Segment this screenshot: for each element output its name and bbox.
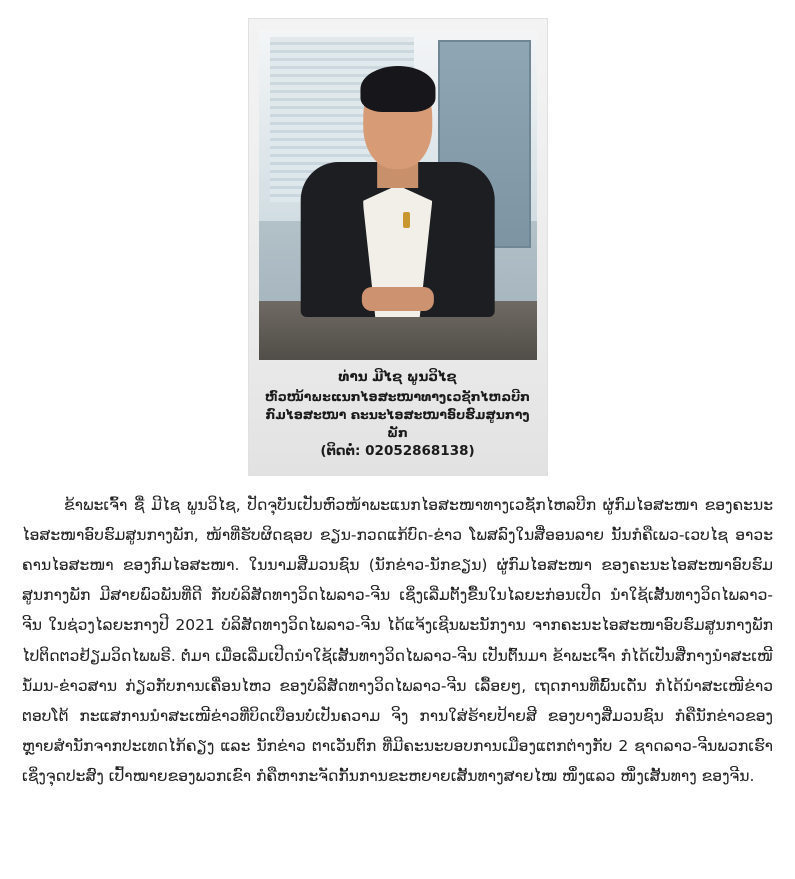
person-hair bbox=[360, 66, 435, 112]
article-body bbox=[22, 490, 773, 792]
figure bbox=[248, 18, 548, 476]
figure-caption bbox=[258, 368, 538, 462]
caption-line-contact: (ຕິດຕໍ່: 02052868138) bbox=[320, 442, 475, 459]
caption-line-name: ທ່ານ ມີໄຊ ພູນວິໄຊ bbox=[338, 369, 457, 385]
caption-line-position: ຫົວໜ້າພະແນກໄອສະໜາທາງເວຊັກໄຫລບີກ bbox=[264, 388, 531, 404]
lapel-pin-icon bbox=[403, 212, 410, 228]
caption-line-department: ກົມໄອສະໜາ ຄະນະໄອສະໜາອົບຮົມສູນກາງພັກ bbox=[265, 406, 530, 440]
portrait-photo bbox=[259, 30, 537, 360]
person-hands bbox=[361, 287, 433, 310]
article-paragraph: ຂ້າພະເຈົ້າ ຊື່ ມີໄຊ ພູນວິໄຊ, ປັດຈຸບັນເປັນຫົວໜ້າພະແນກໄອສະໜາທາງເວຊັກໄຫລບີກ ຜູ່ກົມໄອສະໜາ ຂອງຄະນະໄອສະໜາອົບຮົມສູນກາງພັກ, ໜ້າທີ່ຮັບຜິດຊອບ ຂຽນ-ກວດແກ້ບົດ-ຂ່າວ ໂພສລົງໃນສື່ອອນລາຍ ນັ້ນກໍຄືເພວ-ເວບໄຊ ອາວະຄານໄອສະໜາ ຂອງກົມໄອສະໜາ. ໃນນາມສື່ມວນຊົນ (ນັກຂ່າວ-ນັກຂຽນ) ຜູ່ກົມໄອສະໜາ ຂອງຄະນະໄອສະໜາອົບຮົມສູນກາງພັກ ມີສາຍພົວພັນທີ່ດີ ກັບບໍລິສັດທາງວິດໄພລາວ-ຈີນ ເຊິ່ງເລີ່ມຕັ້ງຂື້ນໃນໄລຍະກ່ອນເປີດ ນຳໃຊ້ເສັ້ນທາງວິດໄພລາວ-ຈີນ ໃນຊ່ວງໄລຍະກາງປີ 2021 ບໍລິສັດທາງວິດໄພລາວ-ຈີນ ໄດ້ແຈ້ງເຊີນພະນັກງານ ຈາກຄະນະໄອສະໜາອົບຮົມສູນກາງພັກ ໄປຕິດຕວຢ້ຽມວິດໄພພຣີ. ຕໍ່ມາ ເມື່ອເລີ່ມເປີດນຳໃຊ້ເສັ້ນທາງວິດໄພລາວ-ຈີນ ເປັນຕົ້ນມາ ຂ້າພະເຈົ້າ ກໍໄດ້ເປັນສື່ກາງນຳສະເໜີນໍ້ມນ-ຂ່າວສານ ກ່ຽວກັບການເຄື່ອນໄຫວ ຂອງບໍລິສັດທາງວິດໄພລາວ-ຈີນ ເລື້ອຍໆ, ເຖດການທີ່ພົ້ນເດັ່ນ ກໍໄດ້ນຳສະເໜີຂ່າວຕອບໂຕ້ ກະແສການນຳສະເໜີຂ່າວທີ່ບິດເບືອນບໍ່ເປັນຄວາມ ຈິງ ການໃສ່ຮ້າຍປ້າຍສີ ຂອງບາງສື່ມວນຊົນ ກໍຄືນັກຂ່າວຂອງຫຼາຍສຳນັກຈາກປະເທດໄກ້ຄຽງ ແລະ ນັກຂ່າວ ຕາເວັນຕົກ ທີ່ມີຄະນະບອບການເມືອງແຕກຕ່າງກັບ 2 ຊາດລາວ-ຈີນພວກເຮົາ ເຊິ່ງຈຸດປະສົງ ເປົ້າໝາຍຂອງພວກເຂົາ ກໍຄືຫາກະຈັດກັ້ນການຂະຫຍາຍເສັ້ນທາງສາຍໄໝ ໜຶ່ງແລວ ໜຶ່ງເສັ້ນທາງ ຂອງຈີນ. bbox=[22, 495, 773, 786]
figure-container bbox=[22, 18, 773, 476]
